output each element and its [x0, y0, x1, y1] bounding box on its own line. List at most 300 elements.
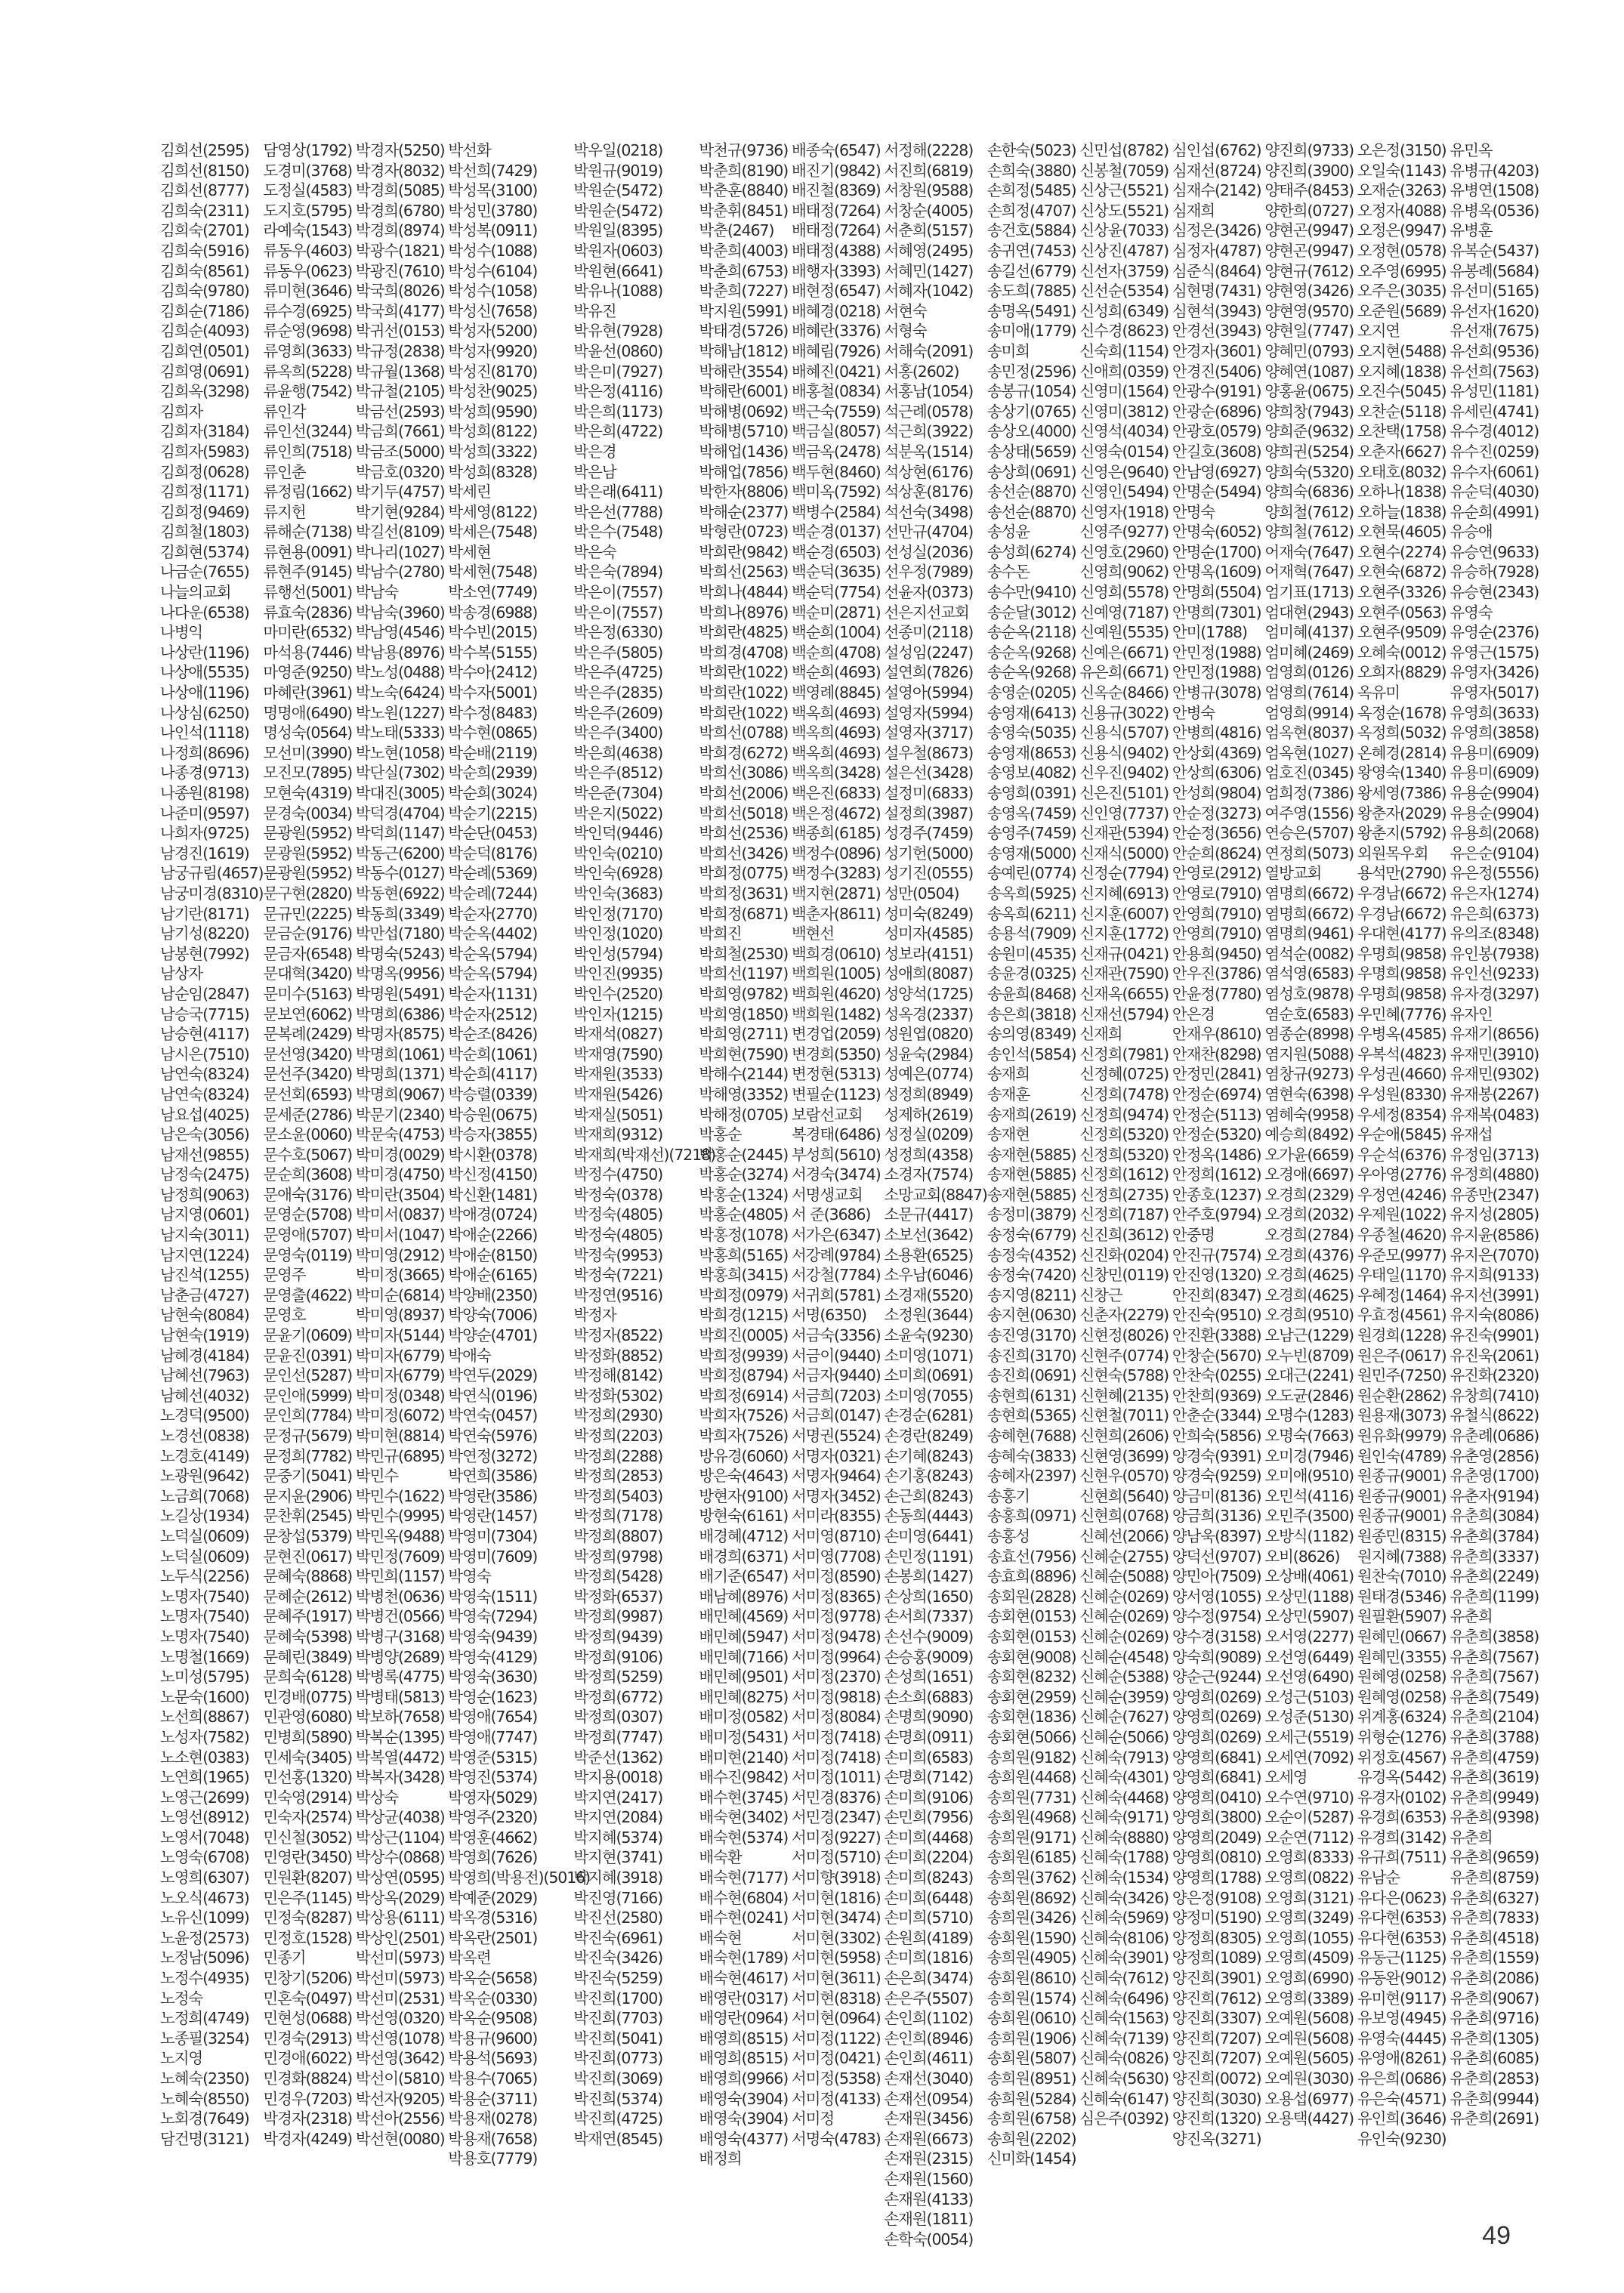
name-entry: 양희철(7612) [1264, 502, 1354, 521]
name-entry: 안미(1788) [1172, 623, 1247, 642]
name-entry: 오영희(6990) [1264, 1969, 1354, 1988]
name-entry: 노영서(7048) [160, 1828, 249, 1847]
name-entry: 원종규(9001) [1357, 1507, 1446, 1526]
name-entry: 남궁미경(8310) [160, 884, 264, 903]
name-entry: 신혜순(2755) [1079, 1547, 1169, 1566]
name-entry: 민숙영(2914) [263, 1788, 353, 1807]
name-entry: 박정희(7178) [573, 1507, 663, 1526]
name-entry: 안명옥(1609) [1172, 563, 1261, 582]
name-entry: 손인희(8946) [884, 2029, 974, 2048]
name-entry: 원민주(7250) [1357, 1366, 1446, 1385]
name-entry: 민병희(5890) [263, 1727, 353, 1746]
name-entry: 양영희(0269) [1172, 1727, 1261, 1746]
name-entry: 유영애(8261) [1357, 2049, 1446, 2068]
name-entry: 오찬택(1758) [1357, 422, 1446, 441]
name-entry: 원필환(5907) [1357, 1607, 1446, 1626]
name-entry: 박은주(4725) [573, 663, 663, 682]
name-entry: 온혜경(2814) [1357, 743, 1446, 762]
name-entry: 박희란(1022) [699, 684, 789, 702]
name-entry: 오방식(1182) [1264, 1526, 1354, 1545]
name-entry: 손미희(6583) [884, 1748, 974, 1767]
name-entry: 배숙현(3402) [699, 1808, 789, 1827]
name-entry: 박상인(2501) [355, 1928, 445, 1947]
name-entry: 모선미(3990) [263, 743, 353, 762]
name-entry: 나상애(1196) [160, 684, 249, 702]
name-entry: 문금순(9176) [263, 924, 353, 943]
name-entry: 박성신(7658) [448, 301, 538, 320]
name-entry: 김희숙(5916) [160, 241, 249, 260]
name-entry: 유경희(6353) [1357, 1808, 1446, 1827]
name-entry: 문인선(5287) [263, 1366, 353, 1385]
name-entry: 신현주(0774) [1079, 1346, 1169, 1365]
name-entry: 송진영(3170) [986, 1326, 1076, 1345]
name-entry: 박세현(7548) [448, 563, 538, 582]
name-entry: 박유현(7928) [573, 322, 663, 341]
name-entry: 배숙현(5374) [699, 1828, 789, 1847]
name-entry: 양수경(3158) [1172, 1627, 1261, 1646]
name-entry: 류효숙(2836) [263, 603, 353, 622]
name-entry: 김희선(2595) [160, 141, 249, 159]
name-entry: 노정숙 [160, 1989, 203, 2008]
name-entry: 안경진(5406) [1172, 362, 1261, 381]
name-entry: 박희자(7526) [699, 1427, 789, 1445]
name-entry: 남궁규림(4657) [160, 864, 264, 883]
name-entry: 노명자(7540) [160, 1607, 249, 1626]
name-entry: 손명희(7142) [884, 1768, 974, 1787]
name-entry: 송봉규(1054) [986, 382, 1076, 401]
name-entry: 서명숙(4783) [791, 2129, 881, 2148]
name-entry: 박기두(4757) [355, 483, 445, 501]
name-entry: 유동근(1125) [1357, 1949, 1446, 1967]
name-entry: 손희정(5485) [986, 181, 1076, 200]
name-entry: 문영호 [263, 1306, 306, 1325]
name-entry: 안정순(5113) [1172, 1105, 1261, 1124]
name-entry: 서미현(8318) [791, 1989, 881, 2008]
name-entry: 선종미(2118) [884, 623, 974, 642]
name-entry: 박정희(9106) [573, 1647, 663, 1666]
name-entry: 유춘희 [1450, 1607, 1493, 1626]
name-entry: 송선순(8870) [986, 502, 1076, 521]
name-entry: 박연숙(0457) [448, 1406, 538, 1425]
name-entry: 박광수(1821) [355, 241, 445, 260]
name-entry: 엄영희(9914) [1264, 703, 1354, 722]
name-entry: 박정숙(0378) [573, 1185, 663, 1204]
name-entry: 남현숙(8084) [160, 1306, 249, 1325]
name-entry: 손명희(9090) [884, 1708, 974, 1727]
name-entry: 배행자(3393) [791, 261, 881, 280]
name-entry: 박병구(3168) [355, 1627, 445, 1646]
name-entry: 서창순(4005) [884, 201, 974, 220]
name-entry: 박미정(6072) [355, 1406, 445, 1425]
name-entry: 유진숙(9901) [1450, 1326, 1539, 1345]
name-entry: 박양순(4701) [448, 1326, 538, 1345]
name-entry: 신혜순(3959) [1079, 1687, 1169, 1706]
name-entry: 박미자(6779) [355, 1346, 445, 1365]
name-entry: 유춘희(1305) [1450, 2029, 1539, 2048]
name-entry: 원은주(0617) [1357, 1346, 1446, 1365]
name-entry: 방은숙(4643) [699, 1467, 789, 1486]
name-entry: 배영희(9966) [699, 2069, 789, 2088]
name-entry: 송옥희(6211) [986, 904, 1076, 923]
name-entry: 박애경(0724) [448, 1205, 538, 1224]
name-entry: 박정희(9798) [573, 1547, 663, 1566]
name-entry: 우성원(8330) [1357, 1085, 1446, 1103]
name-entry: 담영상(1792) [263, 141, 353, 159]
name-entry: 소망교회(8847) [884, 1185, 987, 1204]
name-entry: 노영숙(6708) [160, 1848, 249, 1867]
name-entry: 안경자(3601) [1172, 341, 1261, 360]
name-entry: 문선회(6593) [263, 1085, 353, 1103]
name-entry: 소정원(3644) [884, 1306, 974, 1325]
name-entry: 엄희정(7386) [1264, 784, 1354, 802]
name-entry: 양진희(3307) [1172, 2009, 1261, 2028]
name-entry: 양영희(0410) [1172, 1788, 1261, 1807]
name-column [792, 140, 885, 2201]
name-entry: 박용규(9600) [448, 2029, 538, 2048]
name-entry: 나상란(1196) [160, 643, 249, 662]
name-entry: 김희순(4093) [160, 322, 249, 341]
name-entry: 박윤선(0860) [573, 341, 663, 360]
name-entry: 손은희(3474) [884, 1969, 974, 1988]
name-entry: 소경재(5520) [884, 1285, 974, 1304]
name-entry: 김희숙(9780) [160, 282, 249, 301]
name-entry: 박선영(3642) [355, 2049, 445, 2068]
name-entry: 박세린 [448, 483, 491, 501]
name-entry: 박희선(0788) [699, 724, 789, 742]
name-entry: 안중명 [1172, 1226, 1215, 1245]
name-entry: 서미영(7708) [791, 1547, 881, 1566]
name-entry: 백은진(6833) [791, 784, 881, 802]
name-entry: 송지영(8211) [986, 1285, 1076, 1304]
name-entry: 양서영(1055) [1172, 1587, 1261, 1606]
name-entry: 노경덕(9500) [160, 1406, 249, 1425]
name-entry: 송희원(6758) [986, 2109, 1076, 2128]
name-entry: 손미희(9106) [884, 1788, 974, 1807]
name-entry: 서민경(8376) [791, 1788, 881, 1807]
name-entry: 성기진(0555) [884, 864, 974, 883]
name-entry: 배영숙(3904) [699, 2089, 789, 2108]
name-entry: 박은숙 [573, 542, 616, 561]
name-entry: 신혜숙(8880) [1079, 1828, 1169, 1847]
name-entry: 손인희(1102) [884, 2009, 974, 2028]
name-entry: 염창규(9273) [1264, 1065, 1354, 1084]
name-entry: 오영희(1055) [1264, 1928, 1354, 1947]
name-entry: 연정희(5073) [1264, 844, 1354, 863]
name-entry: 김희자(5983) [160, 442, 249, 461]
name-entry: 손미희(5710) [884, 1909, 974, 1927]
name-entry: 염명희(6672) [1264, 904, 1354, 923]
name-entry: 박성자(5200) [448, 322, 538, 341]
name-entry: 박신정(4150) [448, 1165, 538, 1184]
name-entry: 신용식(9402) [1079, 743, 1169, 762]
name-entry: 박춘희(6753) [699, 261, 789, 280]
name-entry: 박승원(0675) [448, 1105, 538, 1124]
name-entry: 유춘영(1700) [1450, 1467, 1539, 1486]
name-entry: 박노태(5333) [355, 724, 445, 742]
name-entry: 박연숙(5976) [448, 1427, 538, 1445]
name-entry: 박해남(1812) [699, 341, 789, 360]
name-entry: 서명(6350) [791, 1306, 866, 1325]
name-entry: 손민정(1191) [884, 1547, 974, 1566]
name-entry: 박순자(2512) [448, 1005, 538, 1023]
name-entry: 양정희(1089) [1172, 1949, 1261, 1967]
name-entry: 박희선(3086) [699, 764, 789, 782]
name-entry: 도지호(5795) [263, 201, 353, 220]
name-entry: 박영란(1457) [448, 1507, 538, 1526]
name-entry: 오예원(5605) [1264, 2049, 1354, 2068]
name-entry: 박민수(1622) [355, 1486, 445, 1505]
name-entry: 신혜숙(5969) [1079, 1909, 1169, 1927]
name-entry: 방유경(6060) [699, 1446, 789, 1465]
name-entry: 유영순(2376) [1450, 623, 1539, 642]
name-entry: 양희창(7943) [1264, 402, 1354, 421]
name-entry: 신예영(7187) [1079, 603, 1169, 622]
name-entry: 오수연(9710) [1264, 1788, 1354, 1807]
name-entry: 유춘희(2853) [1450, 2069, 1539, 2088]
name-entry: 박재희(9312) [573, 1125, 663, 1144]
name-entry: 백옥희(4693) [791, 703, 881, 722]
name-entry: 손미영(6441) [884, 1526, 974, 1545]
name-entry: 박진희(5374) [573, 2089, 663, 2108]
name-entry: 송순옥(2118) [986, 623, 1076, 642]
name-entry: 오명숙(7663) [1264, 1427, 1354, 1445]
name-entry: 유춘희(1559) [1450, 1949, 1539, 1967]
name-entry: 신혜숙(1563) [1079, 2009, 1169, 2028]
name-entry: 박은정(6330) [573, 623, 663, 642]
name-entry: 양혜연(1087) [1264, 362, 1354, 381]
name-entry: 박한자(8806) [699, 483, 789, 501]
name-entry: 안용희(9450) [1172, 944, 1261, 963]
name-entry: 박정자 [573, 1306, 616, 1325]
name-entry: 백옥희(4693) [791, 724, 881, 742]
name-entry: 박순자(1131) [448, 984, 538, 1003]
name-entry: 안정옥(1486) [1172, 1145, 1261, 1164]
name-entry: 노명자(7540) [160, 1627, 249, 1646]
name-entry: 설은선(3428) [884, 764, 974, 782]
name-entry: 오남근(1229) [1264, 1326, 1354, 1345]
name-entry: 원종규(9001) [1357, 1486, 1446, 1505]
name-entry: 배수현(6804) [699, 1888, 789, 1907]
name-entry: 박인숙(0210) [573, 844, 663, 863]
name-entry: 나다운(6538) [160, 603, 249, 622]
name-entry: 신혜숙(6496) [1079, 1989, 1169, 2008]
name-entry: 송상희(0691) [986, 462, 1076, 481]
name-entry: 백순희(4708) [791, 643, 881, 662]
name-entry: 오정자(4088) [1357, 201, 1446, 220]
name-entry: 박미자(6779) [355, 1366, 445, 1385]
name-entry: 류현주(9145) [263, 563, 353, 582]
name-entry: 남진석(1255) [160, 1266, 249, 1285]
name-entry: 박순희(1061) [448, 1045, 538, 1063]
name-entry: 백은정(4672) [791, 804, 881, 822]
name-entry: 안영희(7910) [1172, 904, 1261, 923]
name-entry: 서미정(7418) [791, 1727, 881, 1746]
name-entry: 안병희(4816) [1172, 724, 1261, 742]
name-entry: 박만섭(7180) [355, 924, 445, 943]
name-entry: 박금희(7661) [355, 422, 445, 441]
name-entry: 석상훈(8176) [884, 483, 974, 501]
name-entry: 양진희(0072) [1172, 2069, 1261, 2088]
name-entry: 박성희(8328) [448, 462, 538, 481]
name-entry: 송영희(0391) [986, 784, 1076, 802]
name-entry: 오예원(5608) [1264, 2029, 1354, 2048]
name-entry: 송희원(1590) [986, 1928, 1076, 1947]
name-entry: 신영미(3812) [1079, 402, 1169, 421]
name-entry: 서민경(2347) [791, 1808, 881, 1827]
name-entry: 박용순(3711) [448, 2089, 538, 2108]
name-entry: 박선미(5973) [355, 1969, 445, 1988]
name-entry: 심현명(7431) [1172, 282, 1261, 301]
name-entry: 양순근(9244) [1172, 1668, 1261, 1687]
name-entry: 박해수(2144) [699, 1065, 789, 1084]
name-entry: 노영선(8912) [160, 1808, 249, 1827]
name-entry: 김희순(7186) [160, 301, 249, 320]
name-entry: 박희나(4844) [699, 583, 789, 602]
name-entry: 양민아(7509) [1172, 1567, 1261, 1586]
name-entry: 신상윤(7033) [1079, 221, 1169, 240]
name-entry: 석분옥(1514) [884, 442, 974, 461]
name-entry: 박명옥(9956) [355, 964, 445, 983]
name-entry: 박상연(0595) [355, 1869, 445, 1887]
name-entry: 송영재(5000) [986, 844, 1076, 863]
name-entry: 손한숙(5023) [986, 141, 1076, 159]
name-entry: 신정희(7478) [1079, 1085, 1169, 1103]
name-entry: 문영숙(0119) [263, 1245, 353, 1264]
name-entry: 박희란(9842) [699, 542, 789, 561]
name-entry: 우성권(4660) [1357, 1065, 1446, 1084]
name-entry: 옥정순(1678) [1357, 703, 1446, 722]
name-entry: 오세근(5519) [1264, 1727, 1354, 1746]
name-entry: 박희정(0979) [699, 1285, 789, 1304]
name-entry: 오현숙(6872) [1357, 563, 1446, 582]
name-entry: 박수복(5155) [448, 643, 538, 662]
name-entry: 신재옥(6655) [1079, 984, 1169, 1003]
name-entry: 박희경(4708) [699, 643, 789, 662]
name-entry: 민경우(7203) [263, 2089, 353, 2108]
name-entry: 신애희(0359) [1079, 362, 1169, 381]
name-entry: 박상용(6111) [355, 1909, 445, 1927]
name-entry: 박선영(0320) [355, 2009, 445, 2028]
name-entry: 배민혜(4569) [699, 1607, 789, 1626]
name-entry: 박순기(2215) [448, 804, 538, 822]
name-entry: 박인수(2520) [573, 984, 663, 1003]
name-entry: 양영희(0269) [1172, 1687, 1261, 1706]
name-entry: 오미애(9510) [1264, 1467, 1354, 1486]
name-entry: 손상희(1650) [884, 1587, 974, 1606]
name-entry: 송윤경(0325) [986, 964, 1076, 983]
name-entry: 박수빈(2015) [448, 623, 538, 642]
name-entry: 석근례(0578) [884, 402, 974, 421]
name-entry: 송순달(3012) [986, 603, 1076, 622]
name-entry: 송상태(5659) [986, 442, 1076, 461]
name-entry: 오세영 [1264, 1768, 1308, 1787]
name-entry: 신혜숙(4468) [1079, 1788, 1169, 1807]
name-entry: 박동수(0127) [355, 864, 445, 883]
name-entry: 안정민(2841) [1172, 1065, 1261, 1084]
name-entry: 문미수(5163) [263, 984, 353, 1003]
name-entry: 오경희(2032) [1264, 1205, 1354, 1224]
name-entry: 성원엽(0820) [884, 1025, 974, 1044]
name-entry: 박진희(4725) [573, 2109, 663, 2128]
name-entry: 손희숙(3880) [986, 161, 1076, 180]
name-entry: 노미성(5795) [160, 1668, 249, 1687]
name-entry: 서형숙 [884, 322, 927, 341]
name-entry: 박진선(2580) [573, 1909, 663, 1927]
name-entry: 성기헌(5000) [884, 844, 974, 863]
name-entry: 박원순(5472) [573, 201, 663, 220]
name-entry: 박인진(9935) [573, 964, 663, 983]
name-entry: 신수경(8623) [1079, 322, 1169, 341]
name-entry: 유재복(0483) [1450, 1105, 1539, 1124]
name-entry: 박순옥(5794) [448, 964, 538, 983]
name-entry: 유용희(2068) [1450, 824, 1539, 843]
name-entry: 유병옥(0536) [1450, 201, 1539, 220]
name-entry: 배혜진(0421) [791, 362, 881, 381]
name-entry: 손미희(8243) [884, 1869, 974, 1887]
name-entry: 오대근(2241) [1264, 1366, 1354, 1385]
name-column [987, 140, 1080, 2201]
name-entry: 서미정(8084) [791, 1708, 881, 1727]
name-column [1172, 140, 1265, 2201]
name-entry: 박용재(0278) [448, 2109, 538, 2128]
name-entry: 남기성(8220) [160, 924, 249, 943]
name-entry: 김희선(8777) [160, 181, 249, 200]
name-entry: 박애순(2266) [448, 1226, 538, 1245]
name-entry: 류해순(7138) [263, 523, 353, 542]
name-entry: 안남영(6927) [1172, 462, 1261, 481]
name-entry: 신현희(0768) [1079, 1507, 1169, 1526]
name-entry: 유춘희(9659) [1450, 1848, 1539, 1867]
name-entry: 박미경(0029) [355, 1145, 445, 1164]
name-entry: 유지숙(8086) [1450, 1306, 1539, 1325]
name-entry: 오재순(3263) [1357, 181, 1446, 200]
name-entry: 신현철(7011) [1079, 1406, 1169, 1425]
name-entry: 유은희(6373) [1450, 904, 1539, 923]
name-entry: 송희원(9182) [986, 1748, 1076, 1767]
name-entry: 박은미(7927) [573, 362, 663, 381]
name-entry: 서현숙 [884, 301, 927, 320]
name-entry: 서미향(3918) [791, 1869, 881, 1887]
name-entry: 박미서(0837) [355, 1205, 445, 1224]
name-entry: 박보하(7658) [355, 1708, 445, 1727]
name-entry: 류옥희(5228) [263, 362, 353, 381]
name-entry: 오현주(0563) [1357, 603, 1446, 622]
name-entry: 선만규(4704) [884, 523, 974, 542]
name-entry: 노명철(1669) [160, 1647, 249, 1666]
name-entry: 송예린(0774) [986, 864, 1076, 883]
name-entry: 문구현(2820) [263, 884, 353, 903]
name-entry: 신영자(1918) [1079, 502, 1169, 521]
name-entry: 노정희(4749) [160, 2009, 249, 2028]
name-entry: 박홍순 [699, 1125, 742, 1144]
name-entry: 오민주(3500) [1264, 1507, 1354, 1526]
name-entry: 문광원(5952) [263, 824, 353, 843]
name-entry: 신혜숙(6147) [1079, 2089, 1169, 2108]
name-entry: 박영미(7609) [448, 1547, 538, 1566]
name-entry: 우복석(4823) [1357, 1045, 1446, 1063]
name-entry: 유은자(1274) [1450, 884, 1539, 903]
name-entry: 노오식(4673) [160, 1888, 249, 1907]
name-entry: 박성수(1058) [448, 282, 538, 301]
name-entry: 유영자(5017) [1450, 684, 1539, 702]
name-entry: 박선영(1078) [355, 2029, 445, 2048]
name-entry: 우효정(4561) [1357, 1306, 1446, 1325]
name-entry: 유영자(3426) [1450, 663, 1539, 682]
name-entry: 백현선 [791, 924, 835, 943]
name-entry: 신혜숙(5630) [1079, 2069, 1169, 2088]
name-entry: 유경자(0102) [1357, 1788, 1446, 1807]
name-entry: 손재원(2315) [884, 2149, 974, 2168]
